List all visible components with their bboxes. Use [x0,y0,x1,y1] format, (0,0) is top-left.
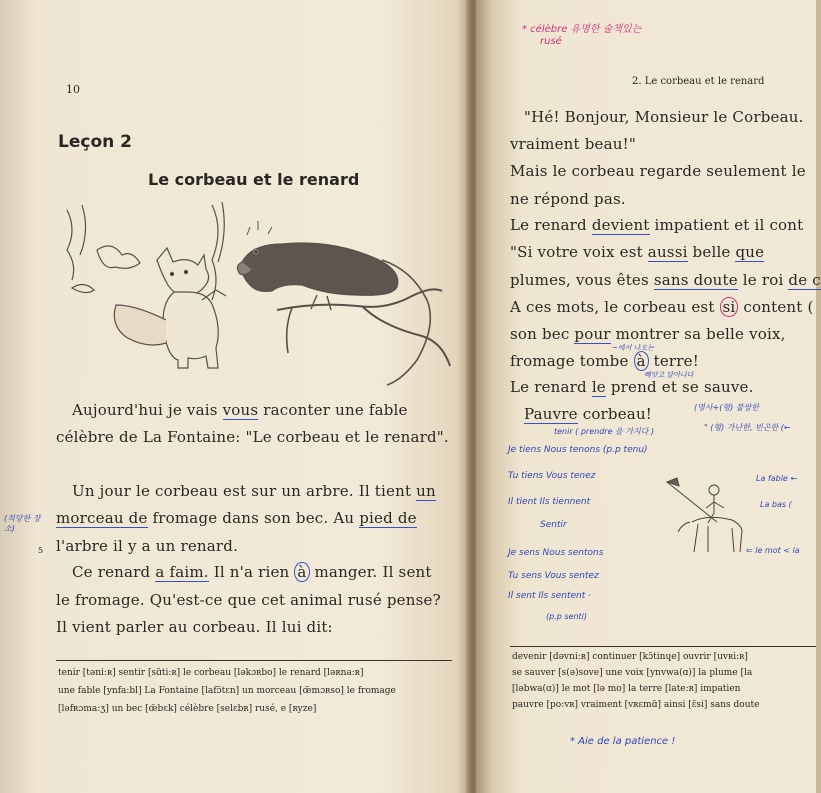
underlined-word: aussi [647,243,688,261]
vocabulary-line: se sauver [s(ə)sove] une voix [ynvwa(ɑ)] la plume [la [512,668,753,678]
conjugation-line: Il tient Ils tiennent [508,497,591,507]
text-segment: manger. Il sent [309,563,432,581]
text-line [72,563,432,581]
text-line [510,243,764,261]
vocabulary-line: [ləbwa(ɑ)] le mot [lə mo] la terre [late:ʀ] impatien [512,684,741,694]
rider-illustration [662,472,752,558]
handwritten-note: (명사+(형) 불쌍한 [694,403,759,412]
text-segment: A ces mots, le corbeau est [510,298,720,316]
vocabulary-line: tenir [təni:ʀ] sentir [sɑ̃ti:ʀ] le corbeau [ləkɔʀbo] le renard [ləʀna:ʀ] [58,668,364,678]
underlined-word: pour [574,325,611,343]
text-line [72,482,436,500]
text-segment: fromage tombe [510,352,634,370]
text-segment: corbeau! [577,405,653,423]
text-line [510,378,754,396]
line-marker: 5 [38,546,44,555]
text-line [72,401,408,419]
circled-word: si [720,297,739,317]
text-segment: le roi [737,271,789,289]
handwritten-note: " (형) 가난한, 빈곤한 (← [704,423,791,432]
text-segment: Un jour le corbeau est sur un arbre. Il tient [72,482,417,500]
handwritten-note: La bas ( [760,500,792,509]
text-segment: son bec [510,325,575,343]
text-line: ne répond pas. [510,190,626,208]
text-segment: belle [687,243,736,261]
circled-word: à [294,562,309,582]
text-segment: raconter une fable [258,401,408,419]
text-segment: plumes, vous êtes [510,271,654,289]
text-segment: Le renard [510,216,592,234]
text-segment: Il n'a rien [208,563,295,581]
text-segment: "Si votre voix est [510,243,648,261]
right-page [476,0,821,793]
bottom-handwritten-note: * Aie de la patience ! [570,736,676,747]
text-segment: Le renard [510,378,592,396]
text-line: célèbre de La Fontaine: "Le corbeau et le renard". [56,428,449,446]
vocabulary-divider [510,646,816,647]
conjugation-line: Je tiens Nous tenons (p.p tenu) [508,445,648,455]
verb-label: Sentir [540,520,567,530]
text-segment: montrer sa belle voix, [610,325,786,343]
margin-handwritten-note: (적당한 장소) [4,514,41,533]
conjugation-line: Il sent Ils sentent · [508,591,591,601]
text-segment: Ce renard [72,563,156,581]
handwritten-note: (p.p senti) [546,612,588,621]
underlined-word: vous [222,401,259,419]
text-line [510,325,786,343]
text-segment: Aujourd'hui je vais [72,401,223,419]
top-handwritten-note: rusé [540,36,562,47]
conjugation-line: Je sens Nous sentons [508,548,604,558]
vocabulary-line: [ləfʀɔma:ʒ] un bec [œ̃bɛk] célèbre [selɛbʀ] rusé, e [ʀyze] [58,704,317,714]
text-line: vraiment beau!" [510,135,636,153]
vocabulary-divider [56,660,452,661]
text-segment: terre! [648,352,699,370]
underlined-word: un [416,482,436,500]
text-line: Mais le corbeau regarde seulement le [510,162,806,180]
running-head: 2. Le corbeau et le renard [632,76,765,87]
text-line [510,271,821,289]
conjugation-line: Tu sens Vous sentez [508,571,599,581]
handwritten-note: 빼앗고 달아나다 [644,371,694,379]
underlined-word: de c [788,271,821,289]
underlined-word: pied de [359,509,417,527]
underlined-word: le [591,378,606,396]
underlined-word: devient [591,216,650,234]
text-line [56,509,417,527]
text-line [510,298,814,316]
text-line [524,405,652,423]
underlined-word: a faim. [155,563,209,581]
underlined-word: Pauvre [524,405,578,423]
text-line: "Hé! Bonjour, Monsieur le Corbeau. [524,108,804,126]
page-number: 10 [66,83,80,96]
vocabulary-line: pauvre [po:vʀ] vraiment [vʀɛmɑ̃] ainsi [ɛ̃si] sans doute [512,700,760,710]
text-line: l'arbre il y a un renard. [56,537,239,555]
vocabulary-line: devenir [dəvni:ʀ] continuer [kɔ̃tinɥe] ouvrir [uvʀi:ʀ] [512,652,748,662]
handwritten-note: ~에서 나오는 [612,344,654,352]
lesson-title: Le corbeau et le renard [148,170,360,189]
underlined-word: que [735,243,765,261]
underlined-word: sans doute [653,271,738,289]
underlined-word: morceau de [56,509,148,527]
top-handwritten-note: * célèbre 유명한 술책있는 [522,24,642,35]
text-line: Il vient parler au corbeau. Il lui dit: [56,618,333,636]
text-line: le fromage. Qu'est-ce que cet animal rusé pense? [56,591,441,609]
text-segment: fromage dans son bec. Au [147,509,360,527]
conjugation-line: Tu tiens Vous tenez [508,471,596,481]
text-segment: content ( [738,298,814,316]
handwritten-note: La fable ← [756,474,798,483]
text-segment: prend et se sauve. [605,378,754,396]
lesson-heading: Leçon 2 [58,132,132,152]
text-line [510,352,699,370]
handwritten-note: tenir ( prendre 을 가지다 ) [554,427,655,436]
vocabulary-line: une fable [ynfa:bl] La Fontaine [lafɔ̃tɛn] un morceau [œ̃mɔʀso] le fromage [58,686,396,696]
handwritten-note: ⇐ le mot < la [746,546,800,555]
text-line [510,216,803,234]
fox-and-crow-illustration [62,200,452,385]
circled-word: à [634,351,649,371]
text-segment: impatient et il cont [649,216,804,234]
